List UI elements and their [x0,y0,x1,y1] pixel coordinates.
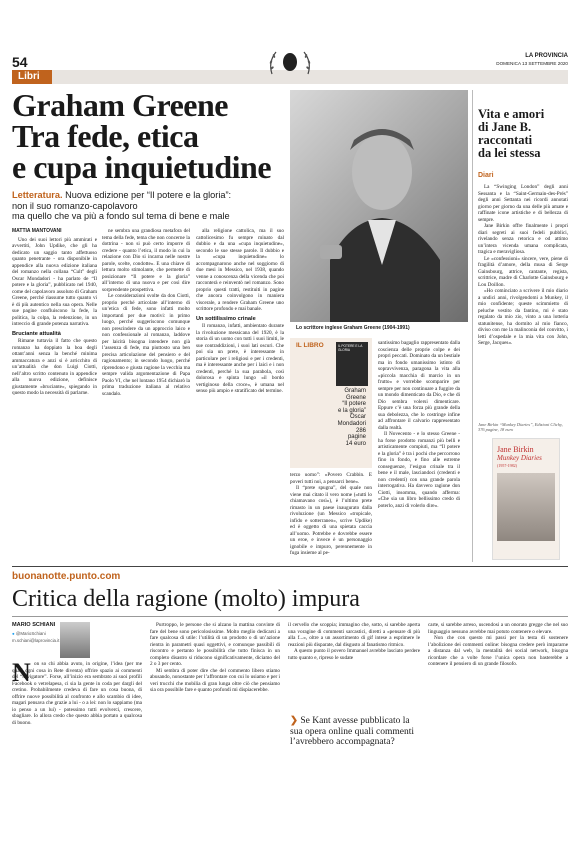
book-info-line: “Il potere [342,401,366,408]
paragraph: carte, si sarebbe arreso, uscendosi a un onorato gregge che nel suo linguaggio nessuno avrebbe mai potuto contenere o elevare. [428,622,568,635]
subtitle [12,190,287,222]
bottom-col-2 [150,622,280,842]
cover-image [497,473,555,541]
main-headline [12,87,292,185]
book-info [300,388,366,447]
book-info-line: pagine [347,434,366,441]
paragraph: terzo uomo”: «Povero Crabbin. E poveri tutti noi, a pensarci bene». [290,472,372,485]
subheading: Un sottilissimo crinale [196,315,256,322]
subtitle-line-3: ma quello che va più a fondo sul tema di bene e male [12,211,230,221]
paragraph: A questo punto il povero Immanuel avrebbe lasciato perdere tutto quanto e, ripreso le sudate [288,648,420,661]
side-body [478,184,568,419]
paragraph: on so chi abbia avuto, in origine, l’idea (per me quasi ogni cosa in Rete diventa) offrire spazio ai commenti del “navigatore”. Forse, all’inizio era sembrato ai suoi profili Facebook o vetrelapesa, ci sia la gente in coda per dargli del cretino. Probabilmente credeva di fare un cosa buona, di offrire nuove possibilità al confronto e allo scambio di idee, magari pensava che grazie a lui - o a lei: non lo sappiamo (ma io penso a un lui) - potessimo tutti evolverci, crescere, sbagliare. Io allora credo che questo abbia portato a qualcosa di buono. [12,661,142,726]
paragraph: ne sembra una grandiosa metafora del tema della fede, tema che non concerne la dottrina - non si può certo imporre di credere - quanto l’etica, il modo in cui la relazione con Dio si incarna nelle nostre parole, scelte, condotte». E una chiave di lettura molto stimolante, che permette di posizionare “Il potere e la gloria” all’interno di una nuova e per così dire sorprendente prospettiva. [102,228,190,293]
quote-mark-icon: ❯ [290,716,301,726]
headline-line-3: e cupa inquietudine [12,149,272,185]
book-info-line: Graham [344,388,366,394]
columnist-twitter[interactable]: @MarioSchiani [15,631,46,636]
side-tag: Diari [478,172,494,179]
section-divider [12,566,568,567]
subtitle-line-1: Nuova edizione per “Il potere e la gloria”: [62,190,232,200]
article-author: MATTIA MANTOVANI [12,228,62,234]
paragraph: Il Novecento - e lo stesso Greene - ha forse prodotto romanzi più belli e artisticamente compiuti, ma “Il potere e la gloria” è tra i pochi che percorrono fino in fondo, e fino alle estreme conseguenze, l’esiguo crinale tra il bene e il male, lasciandoci (credenti e non credenti) con una grande parola interrogativa. Ha davvero ragione don Ciotti, insomma, quando afferma: «Che sia un libro bellissimo credo di poterlo, anzi di volerlo dire». [378,431,460,509]
page-date: DOMENICA 13 SETTEMBRE 2020 [496,61,568,66]
subtitle-line-2: non il suo romanzo-capolavoro [12,200,138,211]
book-info-line: 286 [355,427,366,434]
columnist-email[interactable]: m.schiani@laprovincia.it [12,638,60,643]
side-headline-line: da lei stessa [478,146,541,160]
photo-caption: Lo scrittore inglese Graham Greene (1904-1991) [296,325,410,331]
paragraph: alla religione cattolica, ma il suo cattolicesimo fu sempre minato dal dubbio e da una «cupa inquietudine», secondo le sue stesse parole. Il dubbio e la «cupa inquietudine» lo accompagnarono anche nel soggiorno di due mesi in Messico, nel 1938, quando venne a conoscenza della vicenda che poi racconterà e reinventò nel romanzo. Sono proprio questi tratti, restituiti in pagine che ancora coinvolgono in maniera viscerale, a rendere Graham Greene uno scrittore profondo e mai banale. [196,228,284,312]
pull-quote [290,716,418,748]
paragraph: Mi sembra di poter dire che del commento libero stiamo abusando, nonostante per l’affrontare con cui lo usiamo e per i veri trucchi che mobilia di gran lunga oltre ciò che pensiamo sia ora possibile fare e quanto profondi mi dispiacerebbe. [150,667,280,693]
paragraph: Purtroppo, le persone che si alzano la mattina convinte di fare del bene sono pericolosissime. Molto meglio dedicarsi a fare qualcosa di utile: l’utilità di un prodotto o di un’azione rientra in parametri quasi oggettivi, e comunque passibili di riscontro e pertanto le possibilità che tutto finisca in un completo disastro si riducono significativamente, diciamo del 2 o 3 per cento. [150,622,280,667]
newspaper-name: LA PROVINCIA [525,53,568,59]
cover-author: Jane Birkin [497,445,534,454]
side-headline-line: Vita e amori [478,107,545,121]
bottom-col-1 [12,658,142,841]
pull-quote-text: Se Kant avesse pubblicato la sua opera online quali commenti l’avrebbero accompagnata? [290,716,414,747]
headline-line-1: Graham Greene [12,87,228,123]
laurel-emblem-icon [262,48,318,78]
bottom-col-3 [288,622,420,710]
book-info-line: Greene [345,394,366,401]
paragraph: Jane Birkin offre finalmente i propri diari segreti ai suoi fedeli pubblici, rivelando senza retorica e od attimo un’intera vicenda umana complicata, tragica e meravigliosa. [478,223,568,255]
twitter-icon: ● [12,631,15,636]
book-cover [336,342,368,386]
paragraph: santissimo bagaglio rappresentato dalla coscienza delle proprie colpe e dei propri peccati. Dominato da un bestiale ma in fondo umanissimo istinto di sopravvivenza, paragona la vita alla «piccola macchia di marcio in un frutto» e vorrebbe scomparire per sempre per non continuare a fuggire da un mondo dimenticato da Dio, e che di Dio sembra volersi dimenticare. Eppure c’è una forza più grande della sua debolezza, che lo costringe infine ad affrontare il calvario rappresentato dalla realtà. [378,340,460,431]
side-divider [472,90,473,562]
section-label: Libri [18,71,40,82]
paragraph: Le «confessioni» sincere, vere, piene di fragilità d’amore, della musa di Serge Gainsbourg, attrice, cantante, regista, scrittrice, madre di Charlotte Gainsbourg e Lou Doillon. [478,255,568,288]
columnist-handle [12,631,46,636]
main-col-3 [196,228,284,563]
bottom-banner: buonanotte.punto.com [12,571,121,582]
paragraph: Il “prete spugna”, del quale non viene mai citato il vero nome («tutti lo chiamavano così»), è l’ultimo prete rimasto in un paese inaugurato dalla rivoluzione (un Messico «tropicale, infido e sotterraneo», scrive Updike) ed è oggetto di una spietata caccia all’uomo. Potrebbe e dovrebbe essere un eroe, e invece è un personaggio ignobile e impuro, perennemente in fuga insieme al pe- [290,485,372,556]
birkin-book-cover [492,438,560,560]
book-info-line: 14 euro [345,440,366,447]
book-info-line: Oscar [349,414,366,421]
side-headline [478,108,570,160]
bottom-col-4 [428,622,568,842]
page-number: 54 [12,54,28,70]
main-col-4 [290,472,372,563]
drop-cap: N [12,658,31,687]
cover-title: Munkey Diaries [497,454,542,462]
book-info-line: Mondadori [337,420,366,427]
side-headline-line: di Jane B. [478,120,532,134]
main-col-2 [102,228,190,563]
paragraph: «Ho cominciato a scrivere il mio diario a undici anni, rivolgendomi a Munkey, il mio confidente; queste scimmietto di peluche vestito da fantino, mi è stato regalato da mio zio, vinto a una lotteria statunitense, ha dormito al mio fianco, diviso con me la malinconia del convitto, i letti d’ospedale e la mia vita con John, Serge, Jacques». [478,288,568,346]
bottom-headline: Critica della ragione (molto) impura [12,586,360,612]
paragraph: La “Swinging London” degli anni Sessanta e la “Saint-Germain-des-Prés” degli anni Settanta nei ricordi annotati giorno per giorno da una delle più amate e raffinate icone artistiche e di bellezza di sempre. [478,184,568,223]
main-col-5 [378,340,460,563]
subheading: Bruciante attualità [12,330,61,337]
side-headline-line: raccontati [478,133,533,147]
paragraph: Rimane tuttavia il fatto che questo romanzo ha doppiato la boa degli ottant’anni senza la benché minima ammaccatura e anzi si è arricchito di un’attualità che don Luigi Ciotti, nell’altro scritto contenuto in appendice alla nuova edizione, definisce giustamente «bruciante», spiegando in questo modo la necessità di parlarne. [12,338,97,396]
book-info-line: e la gloria” [337,407,366,414]
paragraph: Le considerazioni svolte da don Ciotti, proprio perché articolate all’interno di un’etica di fede, sono infatti molto importanti per due motivi: in primo luogo, perché suggeriscono comunque non prescindere da un approccio laico e non confessionale al romanzo, laddove per laicità bisogna intendere non già l’assenza di fede, ma piuttosto una ben precisa articolazione del pensiero e del ragionamento; in secondo luogo, perché riprendono e giusta ragione la vecchia ma sempre valida argomentazione di Papa Paolo VI, che nel lontano 1954 dichiarò la prima traduzione italiana al relativo scandalo. [102,293,190,397]
cover-years: (1957-1982) [497,463,517,468]
paragraph: Uno dei suoi lettori più ammirati e avvertiti, John Updike, che gli ha dedicato un saggio tanto affettuoso quanto penetrante - ora disponibile in appendice alla nuova edizione italiana del romanzo nella collana “Cult” degli Oscar Mondadori - ha parlato de “Il potere e la gloria”, pubblicato nel 1940, come del capolavoro assoluto di Graham Greene, perché riassume tutto quanto vi è di più autentico nella sua opera. Nelle sue pagine confluiscono la fede, la politica, la colpa, la redenzione, in un intreccio di grande potenza narrativa. [12,236,97,327]
headline-line-2: Tra fede, etica [12,118,199,154]
columnist-name: MARIO SCHIANI [12,622,56,628]
columnist-avatar [60,622,90,658]
book-cover-title: IL POTERE E LA GLORIA [338,344,363,352]
paragraph: Il romanzo, infatti, ambientato durante la rivoluzione messicana del 1920, è la storia di un uomo con tutti i suoi limiti, le sue contraddizioni, i suoi lati oscuri. Che poi sia un prete, è interessante in particolare per i religiosi e per i credenti, ma è interessante anche per i laici e i non credenti, perché la sua parabola, così dolorosa e spinta lungo «il bordo vertiginoso della croce», è umana nel senso più ampio e stratificato del termine. [196,323,284,394]
book-tag: IL LIBRO [296,342,324,349]
subtitle-kicker: Letteratura. [12,190,63,200]
paragraph: il cervello che scoppia; immagino che, sotto, si sarebbe aperta una voragine di commenti sarcastici, diretti a «pensare di più alla f...», oltre a un assortimento di gif intese a esprimere le reazioni più disparate, dal disgusto al fanatismo ritmico. [288,622,420,648]
greene-photo [290,90,468,322]
main-col-1 [12,228,97,563]
side-book-ref: Jane Birkin “Munkey Diaries”, Edizioni Clichy, 376 pagine, 18 euro [478,422,563,433]
paragraph: Non che con questo mi passi per la testa di sostenere l’abolizione dei commenti online: bisogna credere però impararne a distanza dal web, la mentalità dei social network, bisogna ricordare che a volte forse l’unica opera non basterebbe a contenere il pensiero di un grande filosofo. [428,635,568,667]
bottom-divider [12,616,568,617]
